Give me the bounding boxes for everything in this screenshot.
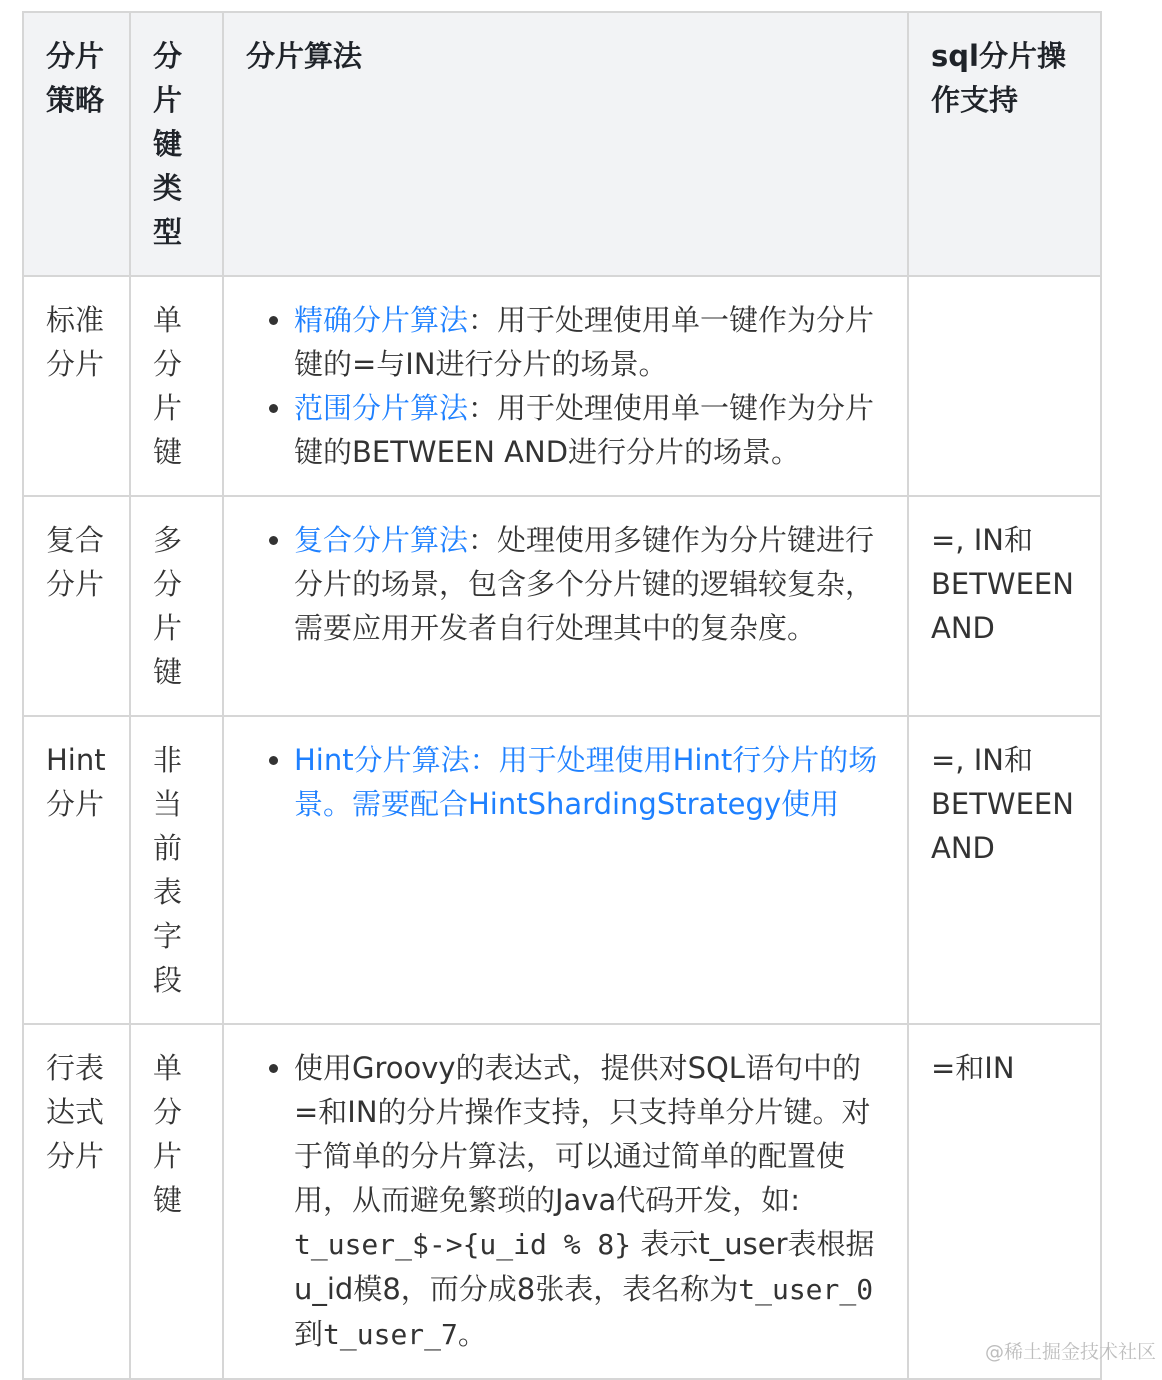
algorithm-desc: ：用于处理使用单一键作为分片键的=与IN进行分片的场景。 xyxy=(294,303,875,381)
table-row xyxy=(23,276,1101,496)
sharding-strategy-table xyxy=(22,11,1102,1380)
algorithm-list xyxy=(246,738,885,826)
algorithm-desc: ：用于处理使用单一键作为分片键的BETWEEN AND进行分片的场景。 xyxy=(294,391,875,469)
list-item xyxy=(294,1046,885,1357)
algorithm-name: 精确分片算法 xyxy=(294,303,469,337)
cell-strategy: 行表达式分片 xyxy=(23,1024,130,1379)
algorithm-name: 复合分片算法 xyxy=(294,523,469,557)
cell-strategy: 标准分片 xyxy=(23,276,130,496)
cell-sql-support xyxy=(908,276,1101,496)
algorithm-list xyxy=(246,518,885,650)
cell-key-type: 非当前表字段 xyxy=(130,716,223,1024)
algorithm-desc: ：处理使用多键作为分片键进行分片的场景，包含多个分片键的逻辑较复杂，需要应用开发者自行处理其中的复杂度。 xyxy=(294,523,875,645)
cell-sql-support: =和IN xyxy=(908,1024,1101,1379)
algorithm-name: 范围分片算法 xyxy=(294,391,469,425)
cell-algorithm xyxy=(223,1024,908,1379)
expr-text: 。 xyxy=(457,1317,487,1351)
cell-sql-support: =, IN和BETWEEN AND xyxy=(908,716,1101,1024)
watermark: @稀土掘金技术社区 xyxy=(984,1341,1156,1363)
table-name-code: t_user_0 xyxy=(738,1273,874,1306)
algorithm-desc: ：用于处理使用Hint行分片的场景。需要配合HintShardingStrategy使用 xyxy=(294,743,878,821)
cell-strategy: 复合分片 xyxy=(23,496,130,716)
table-row xyxy=(23,496,1101,716)
expr-text: 表示t_user表根据u_id模8，而分成8张表，表名称为 xyxy=(294,1227,875,1306)
header-algorithm: 分片算法 xyxy=(223,12,908,276)
cell-key-type: 单分片键 xyxy=(130,1024,223,1379)
expr-text: 使用Groovy的表达式，提供对SQL语句中的=和IN的分片操作支持，只支持单分片键。对于简单的分片算法，可以通过简单的配置使用，从而避免繁琐的Java代码开发，如: xyxy=(294,1051,871,1217)
header-strategy: 分片策略 xyxy=(23,12,130,276)
cell-algorithm xyxy=(223,716,908,1024)
header-key-type: 分片键类型 xyxy=(130,12,223,276)
list-item xyxy=(294,738,885,826)
list-item xyxy=(294,518,885,650)
cell-sql-support: =, IN和BETWEEN AND xyxy=(908,496,1101,716)
expr-text: 到 xyxy=(294,1317,324,1351)
algorithm-name: Hint分片算法 xyxy=(294,743,470,777)
cell-strategy: Hint分片 xyxy=(23,716,130,1024)
list-item xyxy=(294,298,885,386)
table-row xyxy=(23,716,1101,1024)
table-header-row xyxy=(23,12,1101,276)
cell-algorithm xyxy=(223,276,908,496)
list-item xyxy=(294,386,885,474)
header-sql-support: sql分片操作支持 xyxy=(908,12,1101,276)
cell-key-type: 多分片键 xyxy=(130,496,223,716)
cell-key-type: 单分片键 xyxy=(130,276,223,496)
expr-code: t_user_$->{u_id % 8} xyxy=(294,1228,632,1261)
algorithm-list xyxy=(246,298,885,474)
cell-algorithm xyxy=(223,496,908,716)
table-name-code: t_user_7 xyxy=(323,1318,458,1351)
algorithm-list xyxy=(246,1046,885,1357)
table-row xyxy=(23,1024,1101,1379)
